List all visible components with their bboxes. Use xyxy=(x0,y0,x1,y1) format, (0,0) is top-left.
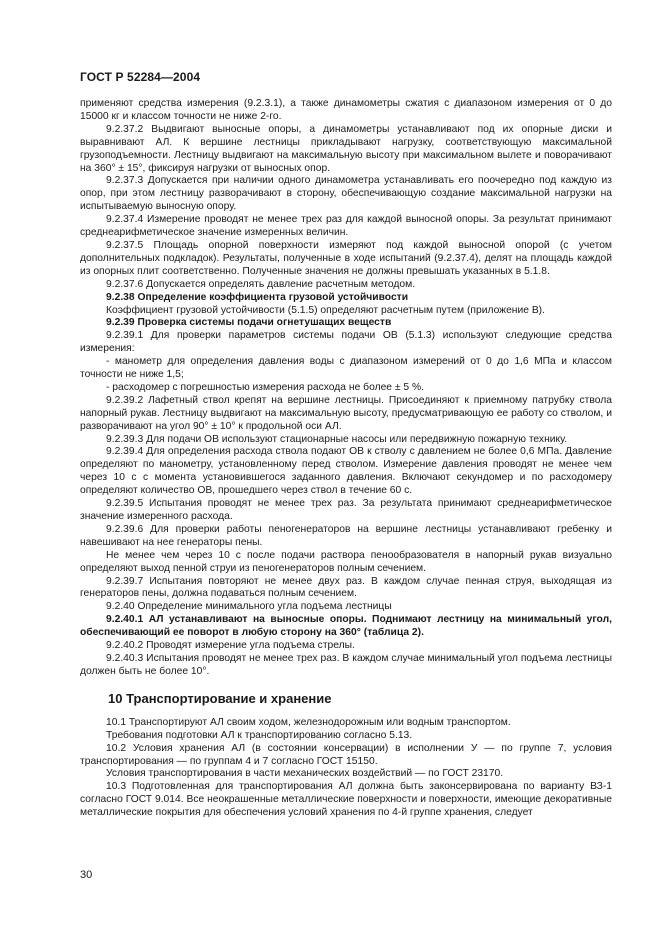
subsection-heading: 9.2.40.1 АЛ устанавливают на выносные опоры. Поднимают лестницу на минимальный угол, обеспечивающий ее поворот в любую сторону на 360° (таблица 2). xyxy=(80,614,612,639)
subsection-heading: 9.2.38 Определение коэффициента грузовой устойчивости xyxy=(106,291,409,303)
subsection-heading: 9.2.39 Проверка системы подачи огнетушащих веществ xyxy=(106,317,392,329)
paragraph: 9.2.39.6 Для проверки работы пеногенераторов на вершине лестницы устанавливают гребенку и навешивают на нее генераторы пены. xyxy=(80,523,612,548)
paragraph: 9.2.39.7 Испытания повторяют не менее двух раз. В каждом случае пенная струя, выходящая из генераторов пены, должна подаваться полным сечением. xyxy=(80,575,612,600)
document-body xyxy=(80,98,612,820)
paragraph: 9.2.39.3 Для подачи ОВ используют стационарные насосы или передвижную пожарную технику. xyxy=(106,433,568,445)
paragraph: Коэффициент грузовой устойчивости (5.1.5) определяют расчетным путем (приложение В). xyxy=(106,304,545,316)
paragraph: 10.1 Транспортируют АЛ своим ходом, железнодорожным или водным транспортом. xyxy=(106,716,511,728)
paragraph: 10.2 Условия хранения АЛ (в состоянии консервации) в исполнении У — по группе 7, условия транспортирования — по группам 4 и 7 согласно ГОСТ 15150. xyxy=(80,742,612,767)
paragraph: 9.2.37.3 Допускается при наличии одного динамометра устанавливать его поочередно под каждую из опор, при этом лестницу разворачивают в сторону, обеспечивающую создание максимальной нагрузки на испытываемую выносную опору. xyxy=(80,175,612,213)
paragraph: 9.2.39.1 Для проверки параметров системы подачи ОВ (5.1.3) используют следующие средства измерения: xyxy=(80,330,612,355)
paragraph: - манометр для определения давления воды с диапазоном измерений от 0 до 1,6 МПа и классом точности не ниже 1,5; xyxy=(80,356,612,381)
paragraph: применяют средства измерения (9.2.3.1), а также динамометры сжатия с диапазоном измерения от 0 до 15000 кг и классом точности не ниже 2-го. xyxy=(80,98,612,122)
paragraph: 9.2.40.3 Испытания проводят не менее трех раз. В каждом случае минимальный угол подъема лестницы должен быть не более 10°. xyxy=(80,652,612,677)
paragraph: 9.2.39.2 Лафетный ствол крепят на вершине лестницы. Присоединяют к приемному патрубку ствола напорный рукав. Лестницу выдвигают на максимальную высоту, предусматривающую ее работу со стволом, и разворачивают на угол 90° ± 10° к продольной оси АЛ. xyxy=(80,394,612,432)
paragraph: 9.2.39.5 Испытания проводят не менее трех раз. За результата принимают среднеарифметическое значение измеренного расхода. xyxy=(80,498,612,522)
paragraph: 9.2.37.4 Измерение проводят не менее трех раз для каждой выносной опоры. За результат принимают среднеарифметическое значение измеренных величин. xyxy=(80,214,612,239)
paragraph: Условия транспортирования в части механических воздействий — по ГОСТ 23170. xyxy=(106,768,504,780)
paragraph: 9.2.40.2 Проводят измерение угла подъема стрелы. xyxy=(106,640,355,652)
paragraph: 9.2.40 Определение минимального угла подъема лестницы xyxy=(106,601,392,613)
paragraph: 9.2.37.5 Площадь опорной поверхности измеряют под каждой выносной опорой (с учетом дополнительных подкладок). Результаты, полученные в ходе испытаний (9.2.37.4), делят на площадь каждой из опорных плит соответственно. Полученные значения не должны превышать указанных в 5.1.8. xyxy=(80,239,612,277)
paragraph: Не менее чем через 10 с после подачи раствора пенообразователя в напорный рукав визуально определяют выход пенной струи из пеногенераторов полным сечением. xyxy=(80,549,612,574)
paragraph: 9.2.37.2 Выдвигают выносные опоры, а динамометры устанавливают под их опорные диски и выравнивают АЛ. К вершине лестницы прикладывают нагрузку, соответствующую максимальной грузоподъемности. Лестницу выдвигают на максимальную высоту при максимальном вылете и поворачивают на 360° ± 15°, фиксируя нагрузки от выносных опор. xyxy=(80,123,612,174)
paragraph: Требования подготовки АЛ к транспортированию согласно 5.13. xyxy=(106,729,413,741)
paragraph: 10.3 Подготовленная для транспортирования АЛ должна быть законсервирована по варианту ВЗ-1 согласно ГОСТ 9.014. Все неокрашенные металлические поверхности и поверхности, имеющие декоративные металлические покрытия для обеспечения условий хранения по 4-й группе хранения, следует xyxy=(80,781,612,819)
paragraph: 9.2.37.6 Допускается определять давление расчетным методом. xyxy=(106,278,416,290)
paragraph: 9.2.39.4 Для определения расхода ствола подают ОВ к стволу с давлением не более 0,6 МПа. Давление определяют по манометру, установленному перед стволом. Измерение давления проводят не менее чем через 10 с с момента установившегося заданного давления. Включают секундомер и по расходомеру определяют количество ОВ, прошедшего через ствол в течение 60 с. xyxy=(80,446,612,497)
document-header: ГОСТ Р 52284—2004 xyxy=(80,70,201,84)
section-heading: 10 Транспортирование и хранение xyxy=(108,690,332,706)
page-number: 30 xyxy=(80,869,93,881)
paragraph: - расходомер с погрешностью измерения расхода не более ± 5 %. xyxy=(106,381,425,393)
